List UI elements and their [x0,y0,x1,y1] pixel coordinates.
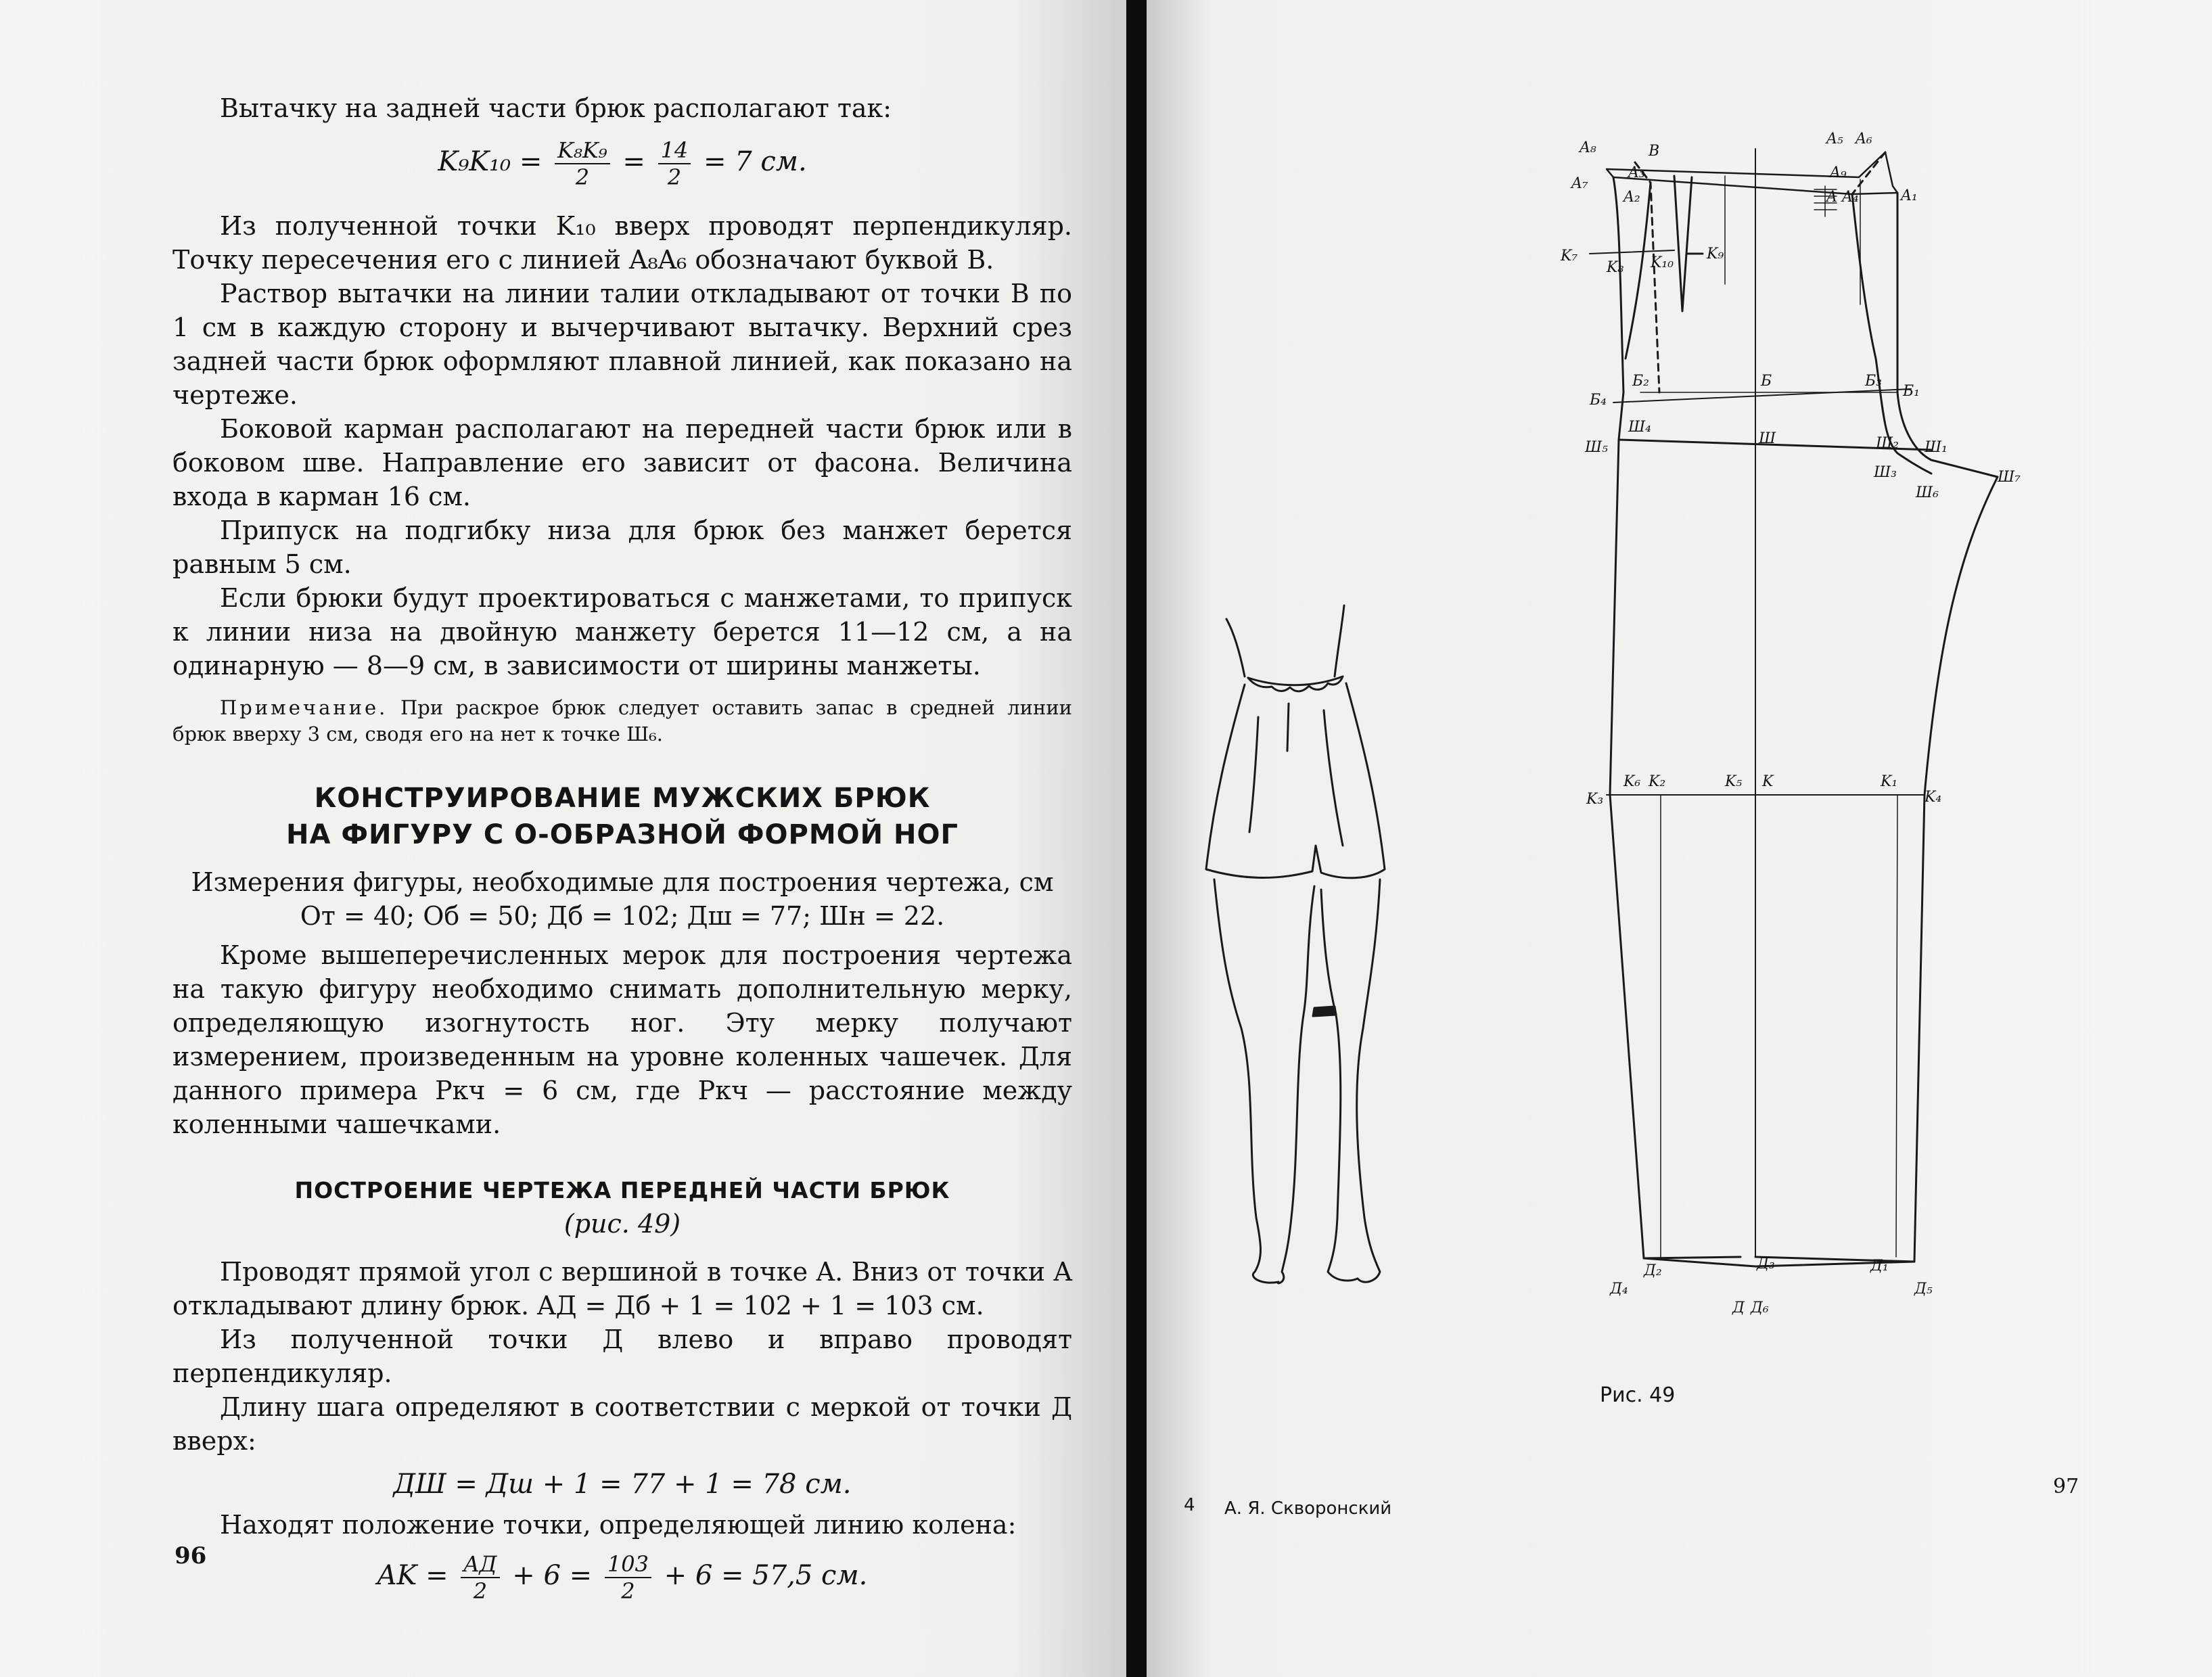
note-label: Примечание. [220,696,388,719]
fraction-denominator: 2 [575,164,590,190]
fraction-denominator: 2 [667,164,682,190]
label-w7: Ш₇ [1998,469,2021,486]
section-heading [172,780,1072,853]
formula-k9k10 [172,137,1072,190]
label-b4: Б₄ [1590,392,1607,409]
fraction [658,137,691,190]
formula-part: + 6 = 57,5 см. [664,1560,868,1591]
note-text: При раскрое брюк следует оставить запас в средней линии брюк вверху 3 см, сводя его на нет к точке Ш₆. [172,696,1072,745]
fraction-denominator: 2 [473,1578,488,1604]
label-a4: A₄ [1842,189,1859,206]
paragraph: Раствор вытачки на линии талии откладывают от точки B по 1 см в каждую сторону и вычерчивают вытачку. Верхний срез задней части брюк оформляют плавной линией, как показано на чертеже. [172,279,1072,410]
label-b: B [1649,143,1660,160]
label-k8: K₈ [1607,259,1624,276]
label-b: Б [1761,373,1772,390]
label-w4: Ш₄ [1628,419,1651,436]
label-d3: Д₃ [1757,1256,1775,1272]
label-d: Д [1732,1300,1745,1316]
label-w2: Ш₂ [1876,435,1899,452]
paragraph: Из полученной точки Д влево и вправо проводят перпендикуляр. [172,1325,1072,1388]
figure-reference: (рис. 49) [563,1209,681,1239]
formula-part: = 7 см. [704,146,807,177]
label-a2: A₂ [1623,189,1640,206]
pattern-drawing [1590,149,1998,1266]
label-k7: K₇ [1561,248,1578,265]
label-k3: K₃ [1586,791,1604,808]
heading-line: КОНСТРУИРОВАНИЕ МУЖСКИХ БРЮК [314,783,931,814]
fraction-numerator: AД [461,1551,499,1578]
label-w6: Ш₆ [1916,484,1939,501]
formula-part: K₉K₁₀ = [438,146,543,177]
left-page-text [172,91,1072,1604]
label-a9: A₉ [1830,164,1847,181]
label-k2: K₂ [1649,773,1666,790]
label-k: K [1762,773,1774,790]
label-k10: K₁₀ [1651,254,1674,271]
label-d5: Д₅ [1914,1281,1933,1297]
label-a7: A₇ [1571,175,1588,192]
page-number-right: 97 [2053,1475,2079,1498]
paragraph: Боковой карман располагают на передней части брюк или в боковом шве. Направление его зависит от фасона. Величина входа в карман 16 см. [172,414,1072,511]
fraction-numerator: K₈K₉ [555,137,609,164]
label-d6: Д₆ [1751,1300,1769,1316]
label-a: A [1826,189,1837,206]
label-b1: Б₁ [1903,383,1920,400]
figure-49-drawing [1147,0,2212,1677]
label-w1: Ш₁ [1925,439,1948,456]
fraction [605,1551,651,1604]
fraction-numerator: 14 [658,137,691,164]
paragraph: Измерения фигуры, необходимые для построения чертежа, см [191,867,1054,897]
fraction [555,137,609,190]
paragraph: Если брюки будут проектироваться с манжетами, то припуск к линии низа на двойную манжету берется 11—12 см, а на одинарную — 8—9 см, в зависимости от ширины манжеты. [172,583,1072,681]
label-d4: Д₄ [1610,1281,1628,1297]
paragraph: Длину шага определяют в соответствии с меркой от точки Д вверх: [172,1392,1072,1456]
formula-ak [172,1551,1072,1604]
label-w3: Ш₃ [1874,464,1897,481]
label-b2: Б₂ [1632,373,1649,390]
label-a1: A₁ [1901,187,1918,204]
paragraph: Вытачку на задней части брюк располагают так: [220,93,892,123]
paragraph: Из полученной точки K₁₀ вверх проводят перпендикуляр. Точку пересечения его с линией A₈A₆ обозначают буквой B. [172,211,1072,275]
right-page [1147,0,2212,1677]
paragraph: Находят положение точки, определяющей линию колена: [220,1510,1017,1540]
subheading: ПОСТРОЕНИЕ ЧЕРТЕЖА ПЕРЕДНЕЙ ЧАСТИ БРЮК [294,1177,950,1203]
paragraph: Проводят прямой угол с вершиной в точке A. Вниз от точки A откладывают длину брюк. AД = Дб + 1 = 102 + 1 = 103 см. [172,1257,1072,1320]
fraction-numerator: 103 [605,1551,651,1578]
formula-part: = [622,146,645,177]
fraction-denominator: 2 [621,1578,635,1604]
drawing-labels [1560,131,2021,1316]
label-w5: Ш₅ [1585,439,1608,456]
label-a8: A₈ [1580,139,1596,156]
signature-mark: 4 [1184,1495,1195,1515]
figure-illustration [1206,605,1385,1283]
measurements: Oт = 40; Oб = 50; Дб = 102; Дш = 77; Шн = 22. [300,901,945,931]
book-spine [1126,0,1147,1677]
heading-line: НА ФИГУРУ С О-ОБРАЗНОЙ ФОРМОЙ НОГ [285,819,959,850]
author-footer: А. Я. Скворонский [1224,1498,1392,1519]
label-a6: A₆ [1856,131,1872,147]
figure-caption: Рис. 49 [1600,1383,1676,1407]
page-number-left: 96 [175,1542,207,1569]
paragraph: Кроме вышеперечисленных мерок для построения чертежа на такую фигуру необходимо снимать дополнительную мерку, определяющую изогнутость ног. Эту мерку получают измерением, произведенным на уровне коленных чашечек. Для данного примера Ркч = 6 см, где Ркч — расстояние между коленными чашечками. [172,940,1072,1139]
label-w: Ш [1759,430,1776,447]
note [172,695,1072,748]
label-d2: Д₂ [1644,1262,1662,1279]
formula-part: + 6 = [512,1560,593,1591]
label-k1: K₁ [1881,773,1898,790]
label-k4: K₄ [1925,789,1942,806]
formula-dsh: ДШ = Дш + 1 = 77 + 1 = 78 см. [393,1469,852,1500]
label-a5: A₅ [1826,131,1843,147]
label-a3: A₃ [1628,164,1645,181]
fraction [461,1551,499,1604]
label-k5: K₅ [1725,773,1743,790]
label-d1: Д₁ [1870,1258,1889,1274]
label-k9: K₉ [1707,246,1724,262]
paragraph: Припуск на подгибку низа для брюк без манжет берется равным 5 см. [172,515,1072,579]
label-k6: K₆ [1623,773,1641,790]
formula-part: AK = [377,1560,448,1591]
label-b3: Б₃ [1865,373,1882,390]
